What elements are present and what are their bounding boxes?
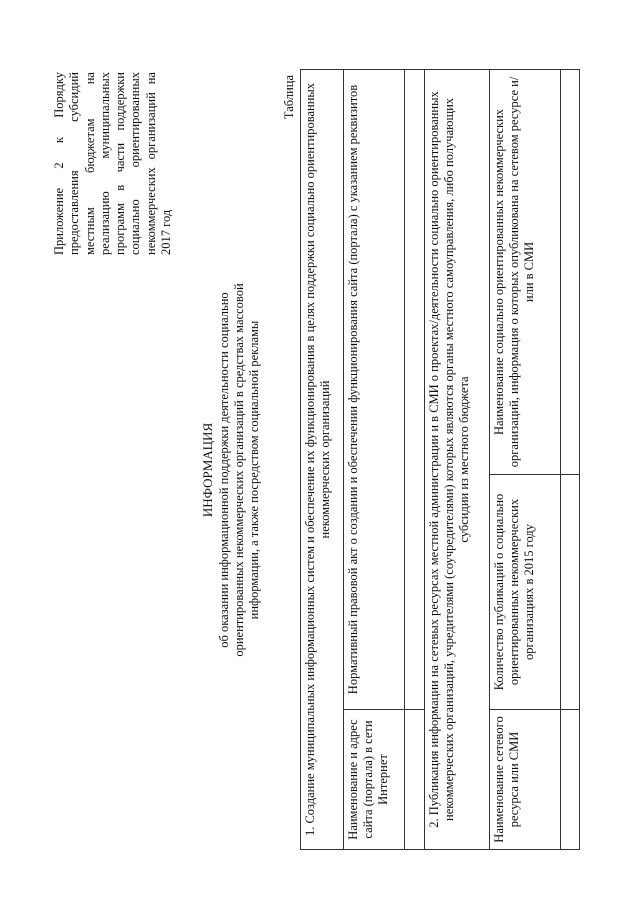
section2-empty-cell [561, 475, 580, 710]
section1-empty-cell [405, 69, 425, 709]
section2-col-count: Количество публикаций о социально ориентированных некоммерческих организациях в 2015 году [490, 475, 561, 710]
section1-empty-cell [405, 710, 425, 850]
section2-empty-cell [561, 710, 580, 850]
appendix-note: Приложение 2 к Порядку предоставления субсидий местным бюджетам на реализацию муниципальных программ в части поддержки социально ориентированных некоммерческих организаций на 2017 год [52, 72, 173, 255]
section1-col-act: Нормативный правовой акт о создании и обеспечении функционирования сайта (портала) с указанием реквизитов [344, 69, 405, 709]
section1-heading: 1. Создание муниципальных информационных систем и обеспечение их функционирования в целях поддержки социально ориентированных некоммерческих организаций [301, 69, 344, 849]
section2-heading: 2. Публикация информации на сетевых ресурсах местной администрации и в СМИ о проектах/деятельности социально ориентированных некоммерческих организаций, учредителями (соучредителями) которых являются органы местного самоуправления, либо получающих субсидии из местного бюджета [425, 69, 490, 849]
title-block [200, 270, 262, 670]
document-subtitle: об оказании информационной поддержки деятельности социально ориентированных некоммерческих организаций в средствах массовой информации, а также посредством социальной рекламы [216, 283, 262, 657]
section1-col-site: Наименование и адрес сайта (портала) в сети Интернет [344, 710, 405, 850]
info-table [300, 69, 580, 850]
section2-empty-cell [561, 69, 580, 474]
document-title: ИНФОРМАЦИЯ [200, 422, 215, 518]
section2-col-orgs: Наименование социально ориентированных некоммерческих организаций, информация о которых опубликована на сетевом ресурсе и/или в СМИ [490, 69, 561, 474]
section2-col-resource: Наименование сетевого ресурса или СМИ [490, 710, 561, 850]
rotated-sheet [50, 55, 570, 875]
table-label: Таблица [282, 75, 296, 120]
